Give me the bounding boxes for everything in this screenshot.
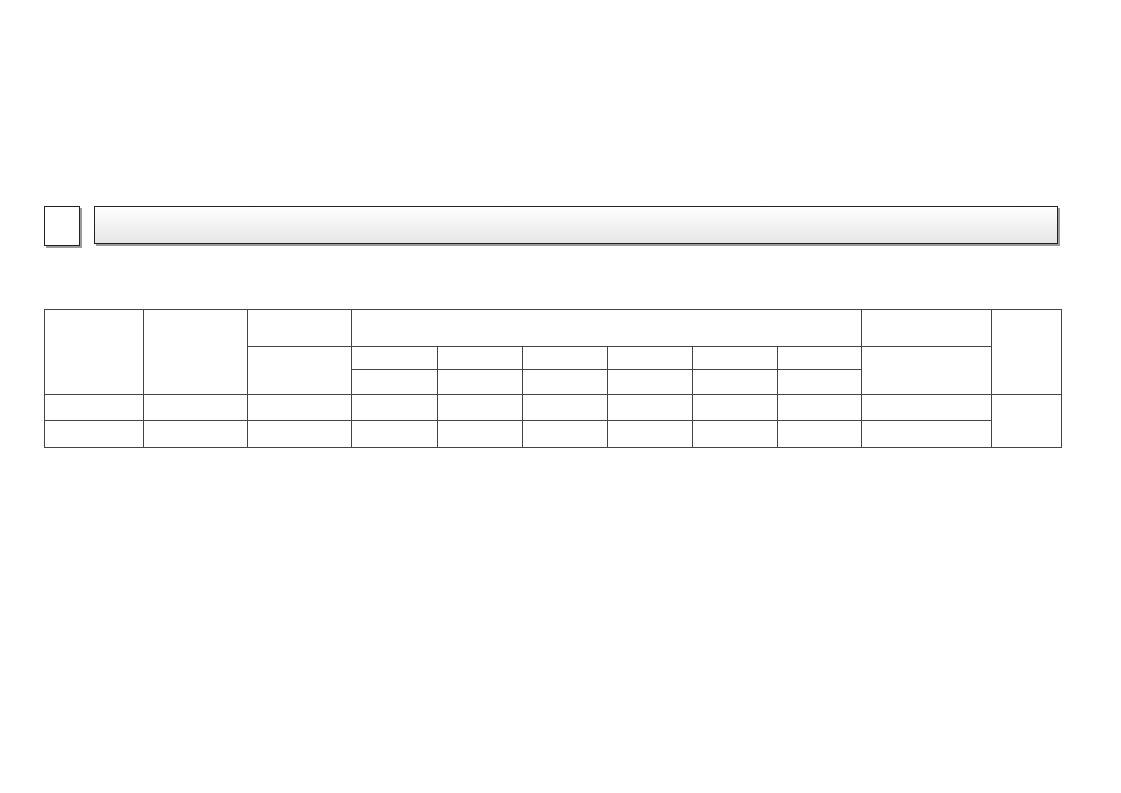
header-amount: [144, 310, 248, 395]
header-type: [45, 310, 144, 395]
balcony-cost-table: [44, 309, 1062, 448]
section-title: [94, 206, 1058, 244]
header-balance: [862, 310, 992, 347]
cell-deposit: [248, 395, 352, 421]
installment-label: [778, 347, 862, 370]
section-number: [44, 206, 80, 246]
cell-deposit: [248, 421, 352, 448]
cell-installment: [778, 395, 862, 421]
cell-installment: [523, 421, 608, 448]
cell-installment: [438, 395, 523, 421]
installment-label: [693, 347, 778, 370]
cell-note: [992, 395, 1062, 448]
cell-type: [45, 421, 144, 448]
installment-label: [523, 347, 608, 370]
header-deposit-sub: [248, 347, 352, 395]
cell-balance: [862, 421, 992, 448]
header-middle-payment: [352, 310, 862, 347]
section-header: [44, 206, 1061, 246]
cell-installment: [438, 421, 523, 448]
table-row: [45, 395, 1062, 421]
cell-installment: [608, 421, 693, 448]
installment-label: [438, 347, 523, 370]
installment-label: [608, 347, 693, 370]
installment-date: [438, 370, 523, 395]
cell-amount: [144, 395, 248, 421]
cell-installment: [693, 395, 778, 421]
table-row: [45, 421, 1062, 448]
cell-installment: [352, 395, 438, 421]
installment-date: [523, 370, 608, 395]
cell-balance: [862, 395, 992, 421]
installment-date: [693, 370, 778, 395]
cell-type: [45, 395, 144, 421]
cell-installment: [778, 421, 862, 448]
installment-date: [352, 370, 438, 395]
cell-installment: [352, 421, 438, 448]
installment-label: [352, 347, 438, 370]
cell-installment: [693, 421, 778, 448]
header-deposit: [248, 310, 352, 347]
cell-amount: [144, 421, 248, 448]
header-balance-sub: [862, 347, 992, 395]
cell-installment: [608, 395, 693, 421]
installment-date: [778, 370, 862, 395]
cell-installment: [523, 395, 608, 421]
header-note: [992, 310, 1062, 395]
installment-date: [608, 370, 693, 395]
